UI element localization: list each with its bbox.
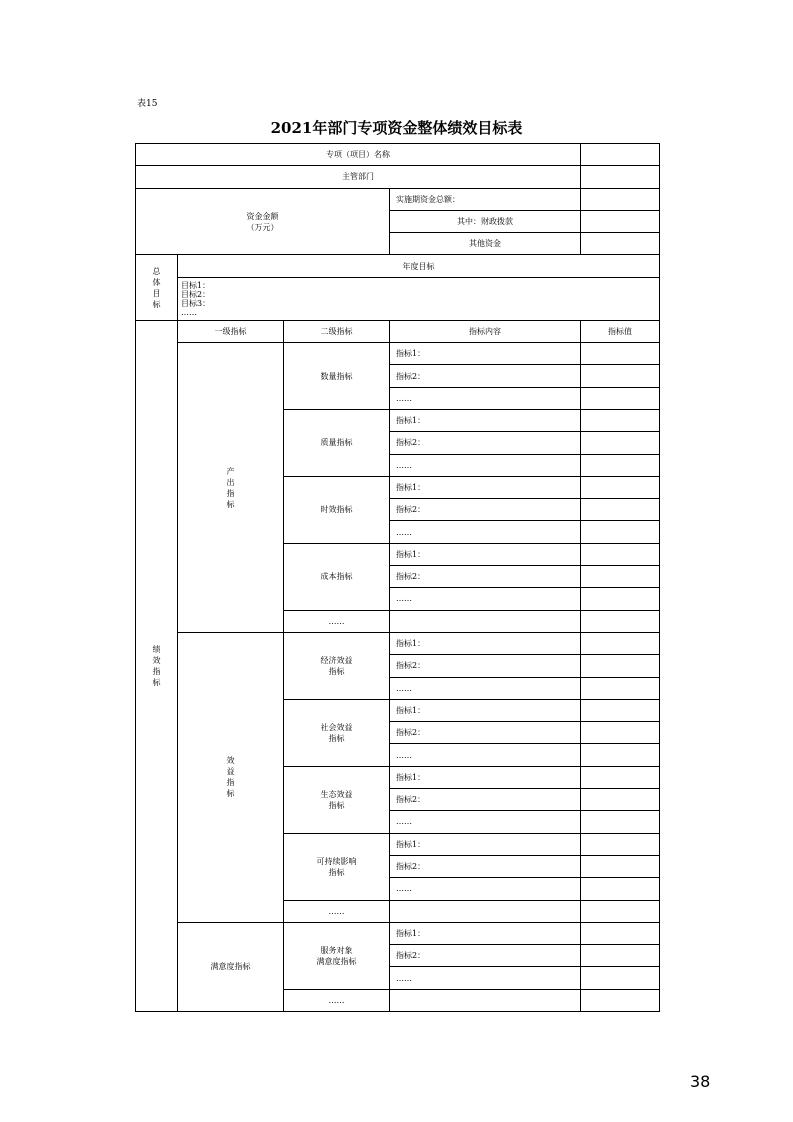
output-indicator-label-char: 标 (226, 499, 235, 509)
perf-label-char: 效 (152, 655, 161, 665)
indicator-content: 指标1： (390, 833, 581, 855)
indicator-content: 指标2： (390, 432, 581, 454)
level2-output-item-line: 时效指标 (320, 505, 353, 515)
col-level2-header: 二级指标 (284, 320, 390, 342)
indicator-content: 指标1： (390, 699, 581, 721)
goal-line: …… (181, 307, 197, 317)
output-indicator-label-char: 出 (226, 477, 235, 487)
year-goal-label: 年度目标 (178, 255, 660, 277)
indicator-value[interactable] (581, 588, 660, 610)
level2-benefit-item-line: 生态效益 (320, 789, 353, 799)
benefit-indicator-label-char: 效 (226, 756, 235, 766)
perf-label-char: 指 (152, 666, 161, 676)
indicator-value[interactable] (581, 521, 660, 543)
indicator-content: 指标2： (390, 655, 581, 677)
indicator-value[interactable] (581, 387, 660, 409)
level2-satisfaction-item-line: 服务对象 (320, 945, 353, 955)
perf-label-char: 标 (152, 677, 161, 687)
indicator-content-empty[interactable] (390, 989, 581, 1011)
perf-label-char: 绩 (152, 644, 161, 654)
level2-benefit-item-line: 经济效益 (320, 655, 353, 665)
level2-benefit-item-line: 指标 (328, 666, 345, 676)
project-name-label: 专项（项目）名称 (136, 144, 581, 166)
indicator-content: 指标1： (390, 409, 581, 431)
level2-output-item (284, 476, 390, 543)
indicator-value[interactable] (581, 744, 660, 766)
level2-more: …… (284, 610, 390, 632)
indicator-value[interactable] (581, 476, 660, 498)
goal-line: 目标2： (181, 289, 211, 299)
indicator-value[interactable] (581, 632, 660, 654)
indicator-content: 指标1： (390, 922, 581, 944)
goal-line: 目标1： (181, 280, 211, 290)
indicator-content: 指标1： (390, 632, 581, 654)
indicator-value[interactable] (581, 454, 660, 476)
overall-label-char: 总 (152, 266, 161, 276)
goal-line: 目标3： (181, 298, 211, 308)
indicator-content: 指标1： (390, 766, 581, 788)
indicator-content: …… (390, 387, 581, 409)
dept-label: 主管部门 (136, 166, 581, 188)
indicator-value[interactable] (581, 922, 660, 944)
indicator-content: …… (390, 878, 581, 900)
level2-satisfaction-item-line: 满意度指标 (316, 956, 357, 966)
level2-benefit-item-line: 指标 (328, 733, 345, 743)
indicator-content: 指标2： (390, 722, 581, 744)
level2-benefit-item-line: 指标 (328, 800, 345, 810)
output-indicator-label-char: 产 (226, 466, 235, 476)
benefit-indicator-label-char: 标 (226, 789, 235, 799)
output-indicator-label-char: 指 (226, 488, 235, 498)
indicator-content: 指标1： (390, 476, 581, 498)
indicator-value[interactable] (581, 878, 660, 900)
col-value-header: 指标值 (581, 320, 660, 342)
indicator-value-empty[interactable] (581, 989, 660, 1011)
level2-output-item-line: 成本指标 (320, 572, 353, 582)
level2-more: …… (284, 989, 390, 1011)
other-funds-value[interactable] (581, 233, 660, 255)
level2-output-item (284, 409, 390, 476)
table-row (136, 922, 660, 944)
indicator-value[interactable] (581, 855, 660, 877)
indicator-content: 指标2： (390, 365, 581, 387)
funds-label: 资金金额 (246, 211, 279, 221)
total-funds-value[interactable] (581, 188, 660, 210)
indicator-value[interactable] (581, 499, 660, 521)
level2-satisfaction-item (284, 922, 390, 989)
indicator-content: 指标2： (390, 499, 581, 521)
funds-unit: （万元） (246, 222, 279, 232)
indicator-content: …… (390, 967, 581, 989)
indicator-value[interactable] (581, 945, 660, 967)
indicator-value[interactable] (581, 365, 660, 387)
page-title: 2021年部门专项资金整体绩效目标表 (270, 119, 523, 137)
level2-output-item (284, 543, 390, 610)
fiscal-label: 其中：财政拨款 (390, 210, 581, 232)
benefit-indicator-label-char: 指 (226, 778, 235, 788)
indicator-content: 指标1： (390, 343, 581, 365)
indicator-value[interactable] (581, 566, 660, 588)
output-indicator-label (178, 343, 284, 633)
indicator-value-empty[interactable] (581, 610, 660, 632)
overall-label-char: 标 (152, 299, 161, 309)
overall-label-char: 体 (152, 277, 161, 287)
col-level1-header: 一级指标 (178, 320, 284, 342)
indicator-value[interactable] (581, 409, 660, 431)
col-content-header: 指标内容 (390, 320, 581, 342)
level2-benefit-item (284, 766, 390, 833)
indicator-value[interactable] (581, 655, 660, 677)
project-name-value[interactable] (581, 144, 660, 166)
indicator-content: 指标1： (390, 543, 581, 565)
indicator-value[interactable] (581, 432, 660, 454)
overall-label-char: 目 (152, 288, 161, 298)
indicator-value[interactable] (581, 543, 660, 565)
benefit-indicator-label-char: 益 (226, 767, 235, 777)
indicator-content: …… (390, 744, 581, 766)
indicator-value[interactable] (581, 833, 660, 855)
level2-benefit-item (284, 699, 390, 766)
indicator-value-empty[interactable] (581, 900, 660, 922)
goals-cell[interactable] (178, 277, 660, 320)
indicator-value[interactable] (581, 789, 660, 811)
overall-goal-label (136, 255, 178, 320)
indicator-content: …… (390, 588, 581, 610)
satisfaction-indicator-label (178, 922, 284, 1011)
indicator-value[interactable] (581, 766, 660, 788)
level2-benefit-item-line: 指标 (328, 867, 345, 877)
indicator-content: …… (390, 811, 581, 833)
level2-output-item (284, 343, 390, 410)
page-number: 38 (690, 1072, 711, 1091)
level2-benefit-item-line: 社会效益 (320, 722, 353, 732)
dept-value[interactable] (581, 166, 660, 188)
level2-output-item-line: 质量指标 (320, 438, 353, 448)
indicator-value[interactable] (581, 722, 660, 744)
indicator-content: …… (390, 454, 581, 476)
table-row (136, 343, 660, 365)
indicator-value[interactable] (581, 343, 660, 365)
level2-output-item-line: 数量指标 (320, 371, 353, 381)
level2-benefit-item-line: 可持续影响 (316, 856, 357, 866)
table-row (136, 632, 660, 654)
indicator-content-empty[interactable] (390, 900, 581, 922)
indicator-value[interactable] (581, 699, 660, 721)
benefit-indicator-label (178, 632, 284, 922)
indicator-value[interactable] (581, 967, 660, 989)
indicator-content: …… (390, 677, 581, 699)
total-funds-label: 实施期资金总额： (390, 188, 581, 210)
performance-target-table (135, 143, 660, 1012)
indicator-content-empty[interactable] (390, 610, 581, 632)
funds-label-cell (136, 188, 390, 255)
satisfaction-indicator-label-line: 满意度指标 (210, 962, 251, 972)
table-label: 表15 (137, 99, 158, 109)
indicator-content: …… (390, 521, 581, 543)
indicator-content: 指标2： (390, 566, 581, 588)
level2-benefit-item (284, 833, 390, 900)
level2-more: …… (284, 900, 390, 922)
fiscal-value[interactable] (581, 210, 660, 232)
indicator-content: 指标2： (390, 855, 581, 877)
indicator-value[interactable] (581, 677, 660, 699)
indicator-value[interactable] (581, 811, 660, 833)
indicator-content: 指标2： (390, 789, 581, 811)
other-funds-label: 其他资金 (390, 233, 581, 255)
perf-indicator-label (136, 320, 178, 1011)
indicator-content: 指标2： (390, 945, 581, 967)
level2-benefit-item (284, 632, 390, 699)
